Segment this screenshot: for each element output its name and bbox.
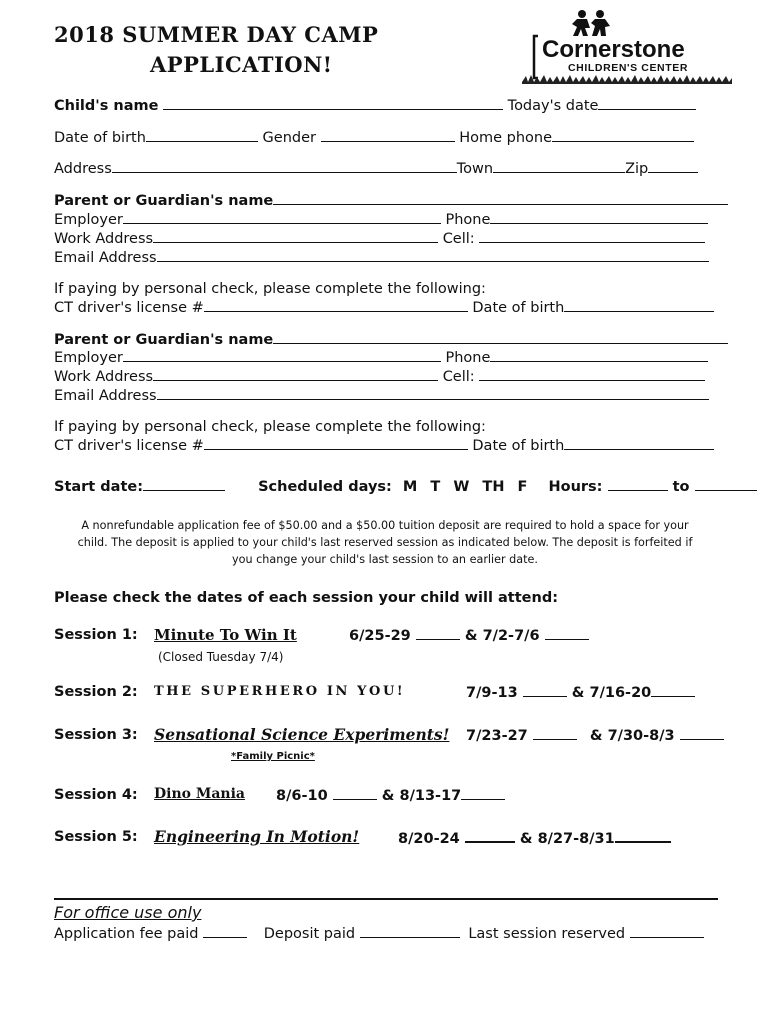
town-label: Town bbox=[456, 161, 494, 177]
session-3-week2-check[interactable] bbox=[680, 727, 724, 740]
office-row bbox=[54, 925, 704, 942]
session-1-label: Session 1: bbox=[54, 627, 138, 643]
guardian1-employer-row bbox=[54, 211, 708, 228]
fee-note-line2: child. The deposit is applied to your child's last reserved session as indicated below. The deposit is forfeited if bbox=[77, 536, 693, 549]
day-th[interactable]: TH bbox=[482, 479, 505, 495]
guardian2-name-label: Parent or Guardian's name bbox=[54, 332, 274, 348]
guardian1-cell-label: Cell: bbox=[442, 231, 475, 247]
session-5-week2-check[interactable] bbox=[615, 829, 671, 843]
scheduled-days-label: Scheduled days: bbox=[258, 479, 392, 495]
dob-label: Date of birth bbox=[54, 130, 146, 146]
guardian1-name-row bbox=[54, 192, 728, 209]
guardian2-email-field[interactable] bbox=[157, 387, 709, 400]
guardian1-license-row bbox=[54, 299, 714, 316]
session-4-week2: & 8/13-17 bbox=[381, 788, 462, 804]
start-date-field[interactable] bbox=[143, 478, 225, 491]
guardian2-cell-label: Cell: bbox=[442, 369, 475, 385]
office-divider bbox=[54, 898, 718, 900]
page-title-line2: APPLICATION! bbox=[150, 52, 333, 77]
session-1-dates bbox=[349, 627, 589, 644]
schedule-row bbox=[54, 478, 757, 495]
session-4-dates bbox=[276, 787, 505, 804]
guardian2-employer-field[interactable] bbox=[123, 349, 441, 362]
session-2-label: Session 2: bbox=[54, 684, 138, 700]
session-3-label: Session 3: bbox=[54, 727, 138, 743]
session-5-week2: & 8/27-8/31 bbox=[519, 831, 615, 847]
session-4-name: Dino Mania bbox=[154, 786, 245, 802]
day-f[interactable]: F bbox=[517, 479, 528, 495]
session-3-week1-check[interactable] bbox=[533, 727, 577, 740]
session-1-week1: 6/25-29 bbox=[349, 628, 411, 644]
day-w[interactable]: W bbox=[453, 479, 470, 495]
todays-date-field[interactable] bbox=[598, 97, 696, 110]
app-fee-label: Application fee paid bbox=[54, 926, 199, 942]
guardian1-email-field[interactable] bbox=[157, 249, 709, 262]
hours-label: Hours: bbox=[548, 479, 603, 495]
guardian2-email-row bbox=[54, 387, 709, 404]
guardian2-employer-row bbox=[54, 349, 708, 366]
guardian1-license-field[interactable] bbox=[204, 299, 468, 312]
guardian2-license-row bbox=[54, 437, 714, 454]
zip-label: Zip bbox=[625, 161, 649, 177]
guardian1-license-label: CT driver's license # bbox=[54, 300, 204, 316]
session-3-week1: 7/23-27 bbox=[466, 728, 528, 744]
dob-field[interactable] bbox=[146, 129, 258, 142]
session-5-week1-check[interactable] bbox=[465, 829, 515, 843]
session-3-week2: & 7/30-8/3 bbox=[589, 728, 675, 744]
guardian2-dob-field[interactable] bbox=[564, 437, 714, 450]
hours-from-field[interactable] bbox=[608, 478, 668, 491]
session-5-week1: 8/20-24 bbox=[398, 831, 460, 847]
guardian2-check-note: If paying by personal check, please complete the following: bbox=[54, 419, 486, 435]
session-4-week1: 8/6-10 bbox=[276, 788, 328, 804]
guardian2-license-field[interactable] bbox=[204, 437, 468, 450]
day-t[interactable]: T bbox=[430, 479, 441, 495]
gender-label: Gender bbox=[262, 130, 316, 146]
address-label: Address bbox=[54, 161, 112, 177]
guardian2-employer-label: Employer bbox=[54, 350, 123, 366]
guardian1-cell-field[interactable] bbox=[479, 230, 705, 243]
session-1-week2-check[interactable] bbox=[545, 627, 589, 640]
childs-name-field[interactable] bbox=[163, 97, 503, 110]
fee-note-line3: you change your child's last session to an earlier date. bbox=[232, 553, 538, 566]
logo-name: Cornerstone bbox=[542, 36, 685, 63]
deposit-field[interactable] bbox=[360, 925, 460, 938]
childs-name-label: Child's name bbox=[54, 98, 159, 114]
guardian1-name-field[interactable] bbox=[273, 192, 728, 205]
session-2-week1: 7/9-13 bbox=[466, 685, 518, 701]
session-1-name: Minute To Win It bbox=[154, 626, 297, 644]
guardian1-employer-field[interactable] bbox=[123, 211, 441, 224]
office-heading: For office use only bbox=[54, 903, 202, 922]
session-5-dates bbox=[398, 829, 671, 847]
session-2-week2: & 7/16-20 bbox=[571, 685, 652, 701]
session-2-name: THE SUPERHERO IN YOU! bbox=[154, 684, 406, 699]
deposit-label: Deposit paid bbox=[263, 926, 356, 942]
guardian1-work-field[interactable] bbox=[153, 230, 438, 243]
todays-date-label: Today's date bbox=[507, 98, 599, 114]
guardian1-phone-field[interactable] bbox=[490, 211, 708, 224]
page-title-line1: 2018 SUMMER DAY CAMP bbox=[54, 22, 379, 47]
session-4-week2-check[interactable] bbox=[461, 787, 505, 800]
guardian1-email-row bbox=[54, 249, 709, 266]
guardian2-license-label: CT driver's license # bbox=[54, 438, 204, 454]
guardian1-work-row bbox=[54, 230, 705, 247]
day-m[interactable]: M bbox=[402, 479, 418, 495]
address-field[interactable] bbox=[112, 160, 457, 173]
session-1-week1-check[interactable] bbox=[416, 627, 460, 640]
guardian2-phone-field[interactable] bbox=[490, 349, 708, 362]
guardian2-work-label: Work Address bbox=[54, 369, 154, 385]
guardian2-work-field[interactable] bbox=[153, 368, 438, 381]
guardian2-name-row bbox=[54, 331, 728, 348]
session-5-label: Session 5: bbox=[54, 829, 138, 845]
fee-note-line1: A nonrefundable application fee of $50.00 and a $50.00 tuition deposit are required to hold a space for your bbox=[81, 519, 689, 532]
zip-field[interactable] bbox=[648, 160, 698, 173]
guardian1-dob-field[interactable] bbox=[564, 299, 714, 312]
logo-subtitle: CHILDREN'S CENTER bbox=[568, 62, 689, 74]
session-4-week1-check[interactable] bbox=[333, 787, 377, 800]
guardian1-phone-label: Phone bbox=[445, 212, 491, 228]
home-phone-label: Home phone bbox=[459, 130, 552, 146]
last-session-field[interactable] bbox=[630, 925, 704, 938]
childs-name-row bbox=[54, 97, 696, 114]
start-date-label: Start date: bbox=[54, 479, 144, 495]
guardian2-name-field[interactable] bbox=[273, 331, 728, 344]
sessions-heading: Please check the dates of each session your child will attend: bbox=[54, 590, 559, 606]
hours-to-label: to bbox=[672, 479, 690, 495]
dob-row bbox=[54, 129, 694, 146]
session-2-week2-check[interactable] bbox=[651, 684, 695, 697]
session-1-week2: & 7/2-7/6 bbox=[464, 628, 540, 644]
session-2-week1-check[interactable] bbox=[523, 684, 567, 697]
app-fee-field[interactable] bbox=[203, 925, 247, 938]
guardian2-work-row bbox=[54, 368, 705, 385]
town-field[interactable] bbox=[493, 160, 625, 173]
fee-note bbox=[45, 517, 725, 568]
session-1-note: (Closed Tuesday 7/4) bbox=[158, 650, 284, 664]
guardian1-check-note: If paying by personal check, please complete the following: bbox=[54, 281, 486, 297]
home-phone-field[interactable] bbox=[552, 129, 694, 142]
address-row bbox=[54, 160, 698, 177]
cornerstone-logo bbox=[522, 8, 734, 86]
hours-to-field[interactable] bbox=[695, 478, 757, 491]
guardian2-email-label: Email Address bbox=[54, 388, 157, 404]
session-3-dates bbox=[466, 727, 724, 744]
guardian1-dob-label: Date of birth bbox=[472, 300, 565, 316]
guardian1-work-label: Work Address bbox=[54, 231, 154, 247]
last-session-label: Last session reserved bbox=[468, 926, 626, 942]
session-4-label: Session 4: bbox=[54, 787, 138, 803]
guardian2-dob-label: Date of birth bbox=[472, 438, 565, 454]
guardian2-cell-field[interactable] bbox=[479, 368, 705, 381]
gender-field[interactable] bbox=[321, 129, 455, 142]
session-5-name: Engineering In Motion! bbox=[154, 827, 360, 846]
guardian1-name-label: Parent or Guardian's name bbox=[54, 193, 274, 209]
session-3-name: Sensational Science Experiments! bbox=[154, 725, 450, 744]
session-3-note: *Family Picnic* bbox=[231, 751, 315, 762]
guardian2-phone-label: Phone bbox=[445, 350, 491, 366]
guardian1-employer-label: Employer bbox=[54, 212, 123, 228]
guardian1-email-label: Email Address bbox=[54, 250, 157, 266]
session-2-dates bbox=[466, 684, 695, 701]
